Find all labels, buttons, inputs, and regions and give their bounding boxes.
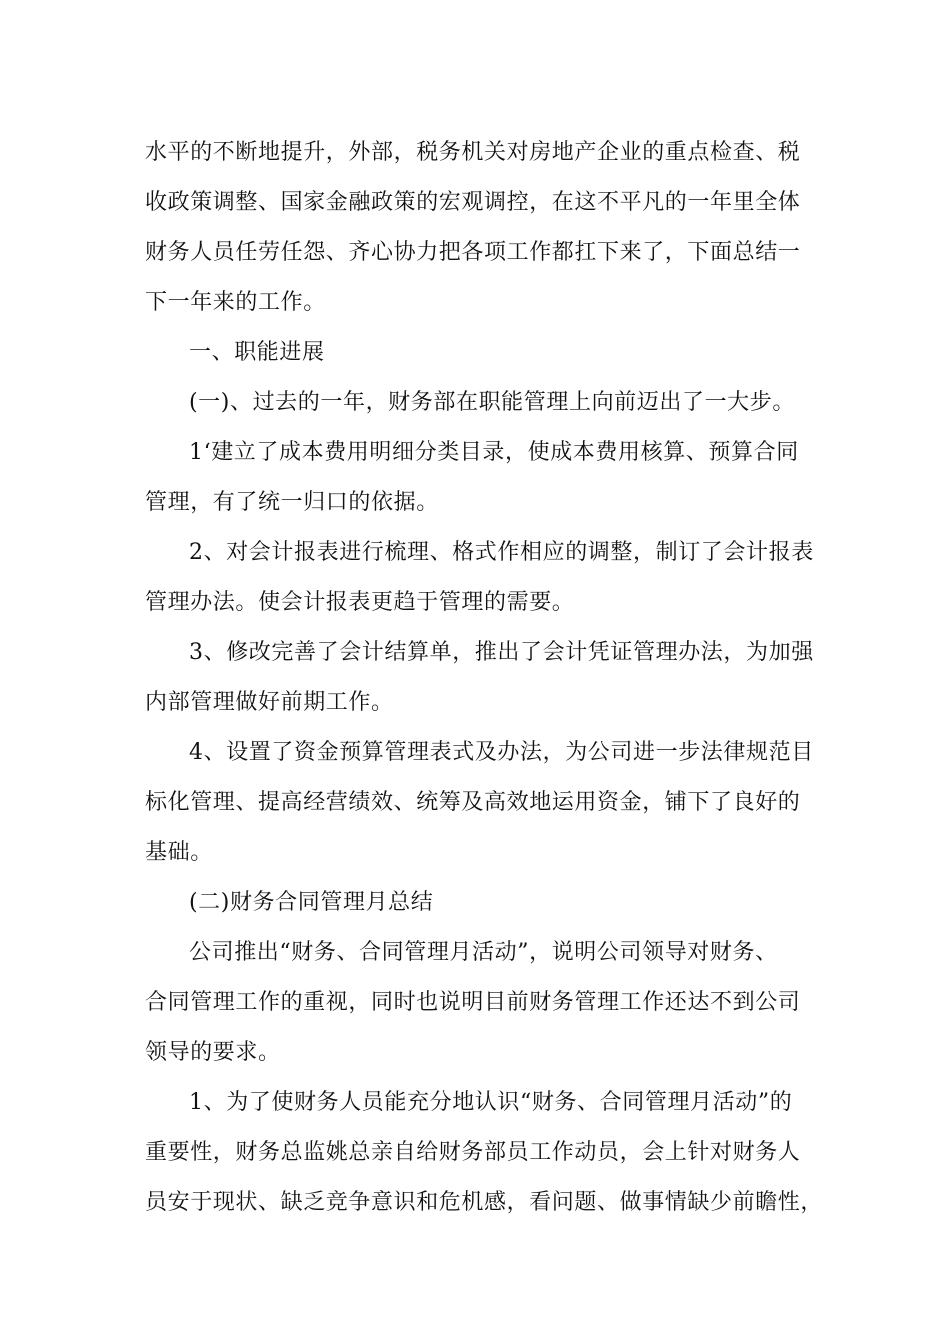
paragraph-activity [145,928,815,1078]
text-line: 领导的要求。 [145,1040,281,1065]
text-line: 内部管理做好前期工作。 [145,690,394,715]
list-item-3 [145,628,815,728]
list-item-activity-1 [145,1078,824,1228]
list-item-1 [145,428,815,528]
text-line: 一、职能进展 [189,340,325,365]
text-line: 财务人员任劳任怨、齐心协力把各项工作都扛下来了，下面总结一 [145,240,801,265]
list-item-2 [145,528,815,628]
text-line: 合同管理工作的重视，同时也说明目前财务管理工作还达不到公司 [145,990,801,1015]
text-line: (一)、过去的一年，财务部在职能管理上向前迈出了一大步。 [189,390,795,415]
text-line: 收政策调整、国家金融政策的宏观调控，在这不平凡的一年里全体 [145,190,801,215]
text-line: 管理，有了统一归口的依据。 [145,490,439,515]
subsection-heading [145,878,815,928]
text-line: 2、对会计报表进行梳理、格式作相应的调整，制订了会计报表 [189,540,814,565]
text-line: 1‘建立了成本费用明细分类目录，使成本费用核算、预算合同 [189,440,799,465]
text-line: 3、修改完善了会计结算单，推出了会计凭证管理办法，为加强 [189,640,814,665]
section-heading [145,328,815,378]
paragraph-intro [145,128,815,328]
text-line: 重要性，财务总监姚总亲自给财务部员工作动员，会上针对财务人 [145,1140,801,1165]
text-line: 标化管理、提高经营绩效、统筹及高效地运用资金，铺下了良好的 [145,790,801,815]
text-line: 下一年来的工作。 [145,290,326,315]
text-line: 基础。 [145,840,213,865]
text-line: 4、设置了资金预算管理表式及办法，为公司进一步法律规范目 [189,740,814,765]
text-line: (二)财务合同管理月总结 [189,890,434,915]
text-line: 公司推出“财务、合同管理月活动”，说明公司领导对财务、 [189,940,778,965]
text-line: 1、为了使财务人员能充分地认识“财务、合同管理月活动”的 [189,1090,793,1115]
list-item-4 [145,728,815,878]
text-line: 水平的不断地提升，外部，税务机关对房地产企业的重点检查、税 [145,140,801,165]
subsection-heading [145,378,815,428]
text-line: 员安于现状、缺乏竞争意识和危机感，看问题、做事情缺少前瞻性， [145,1190,824,1215]
document-body [145,128,824,1228]
text-line: 管理办法。使会计报表更趋于管理的需要。 [145,590,575,615]
